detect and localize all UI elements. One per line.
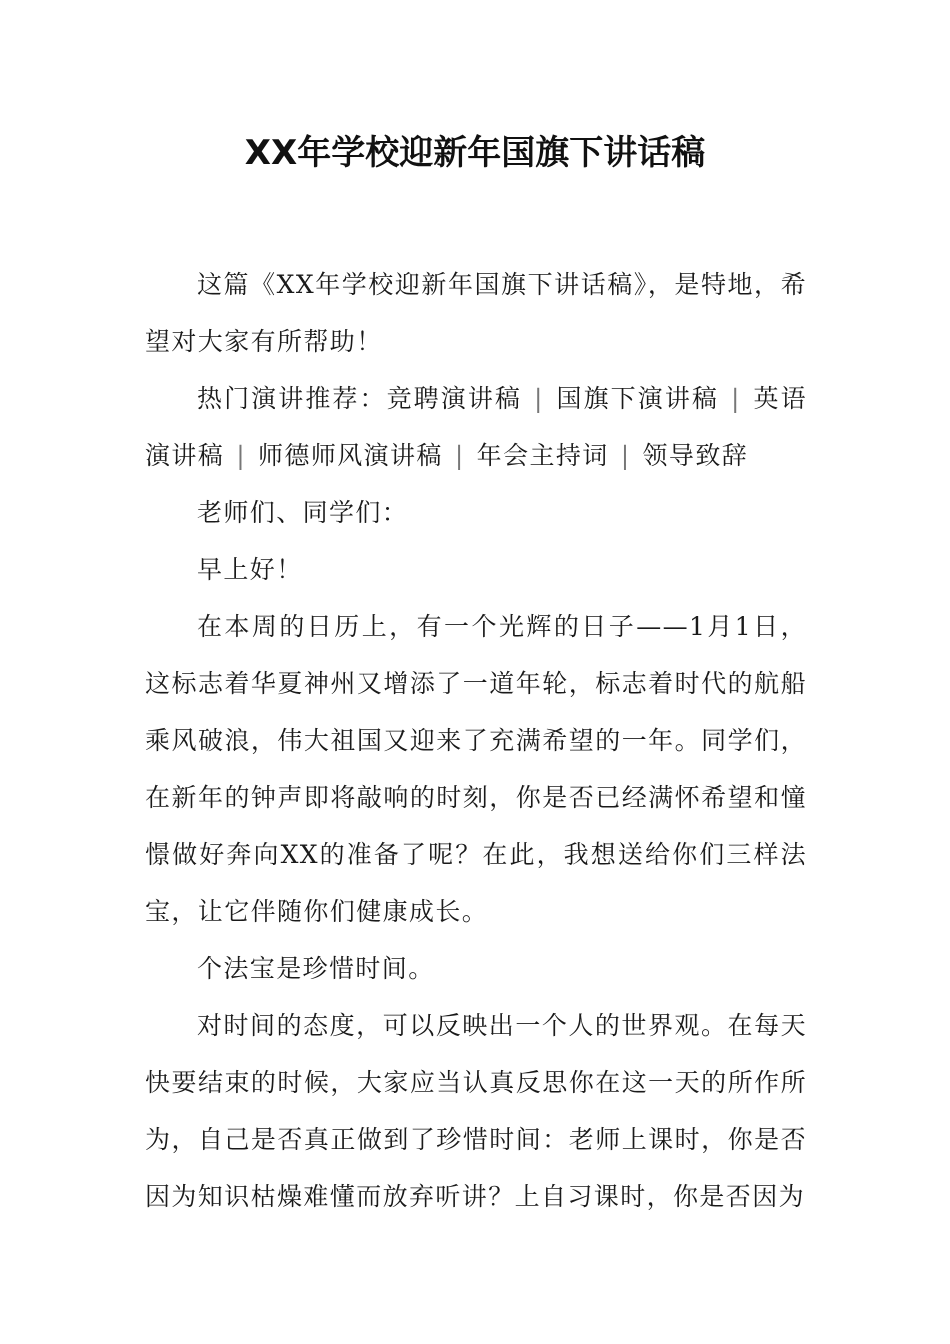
greeting-paragraph: 老师们、同学们： — [197, 498, 409, 527]
body-paragraph: 在本周的日历上，有一个光辉的日子——1月1日，这标志着华夏神州又增添了一道年轮，标志着时代的航船乘风破浪，伟大祖国又迎来了充满希望的一年。同学们，在新年的钟声即将敲响的时刻，你是否已经满怀希望和憧憬做好奔向XX的准备了呢？在此，我想送给你们三样法宝，让它伴随你们健康成长。 — [145, 612, 807, 926]
document-body — [145, 256, 807, 1225]
hot-link-english-speech[interactable]: 英语演讲稿 — [145, 384, 807, 470]
hot-recommendations — [145, 370, 807, 484]
separator: | — [236, 441, 247, 470]
hot-link-flag-speech[interactable]: 国旗下演讲稿 — [555, 384, 719, 413]
body-paragraph: 个法宝是珍惜时间。 — [197, 954, 435, 983]
hot-link-teacher-ethics-speech[interactable]: 师德师风演讲稿 — [258, 441, 443, 470]
separator: | — [454, 441, 465, 470]
separator: | — [533, 384, 544, 413]
hot-link-competition-speech[interactable]: 竞聘演讲稿 — [386, 384, 522, 413]
separator: | — [730, 384, 741, 413]
hot-label: 热门演讲推荐： — [197, 384, 387, 413]
morning-paragraph: 早上好！ — [197, 555, 303, 584]
intro-paragraph: 这篇《XX年学校迎新年国旗下讲话稿》，是特地，希望对大家有所帮助！ — [145, 270, 807, 356]
document-title: XX年学校迎新年国旗下讲话稿 — [244, 133, 706, 173]
hot-link-annual-host-script[interactable]: 年会主持词 — [476, 441, 609, 470]
separator: | — [620, 441, 631, 470]
hot-link-leader-address[interactable]: 领导致辞 — [642, 441, 749, 470]
body-paragraph: 对时间的态度，可以反映出一个人的世界观。在每天快要结束的时候，大家应当认真反思你在这一天的所作所为，自己是否真正做到了珍惜时间：老师上课时，你是否因为知识枯燥难懂而放弃听讲？上自习课时，你是否因为 — [145, 1011, 807, 1211]
